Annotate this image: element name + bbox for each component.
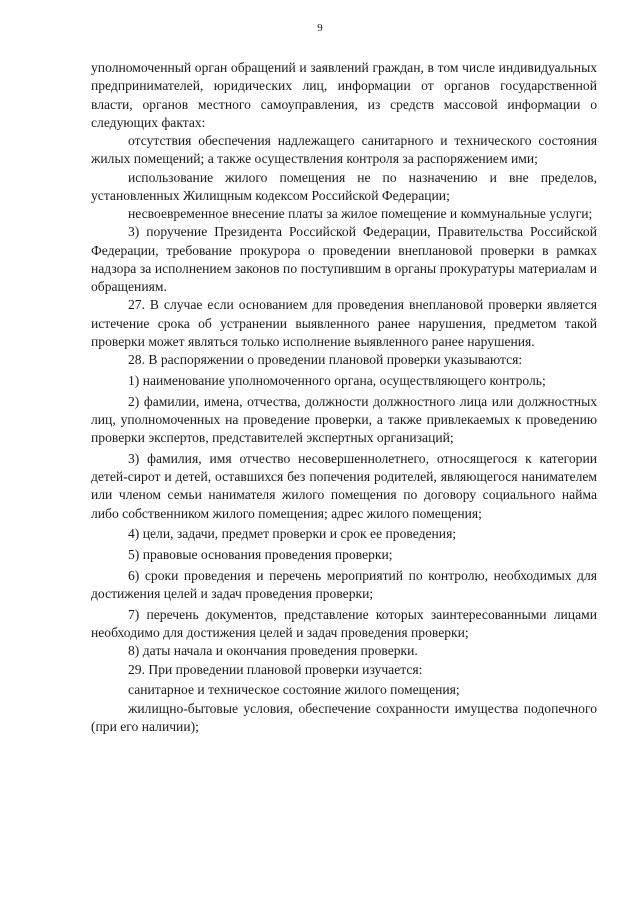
paragraph: 3) поручение Президента Российской Федерации, Правительства Российской Федерации, требование прокурора о проведении внеплановой проверки в рамках надзора за исполнением законов по поступившим в органы прокуратуры материалам и обращениям.	[91, 224, 597, 294]
list-item: 7) перечень документов, представление которых заинтересованными лицами необходимо для достижения целей и задач проведения проверки;	[91, 606, 597, 640]
list-item: жилищно-бытовые условия, обеспечение сохранности имущества подопечного (при его наличии);	[91, 700, 597, 734]
paragraph: 28. В распоряжении о проведении плановой проверки указываются:	[128, 352, 523, 367]
paragraph: уполномоченный орган обращений и заявлений граждан, в том числе индивидуальных предпринимателей, юридических лиц, информации от органов государственной власти, органов местного самоуправления, из средств массовой информации о следующих фактах:	[91, 60, 597, 130]
list-item: 4) цели, задачи, предмет проверки и срок ее проведения;	[128, 526, 457, 542]
paragraph: 27. В случае если основанием для проведения внеплановой проверки является истечение срока об устранении выявленного ранее нарушения, предметом такой проверки может являться только исполнение выявленного ранее нарушения.	[91, 297, 597, 349]
page-number: 9	[317, 22, 323, 34]
paragraph: 29. При проведении плановой проверки изучается:	[128, 661, 423, 677]
list-item: 8) даты начала и окончания проведения проверки.	[128, 643, 418, 659]
paragraph: отсутствия обеспечения надлежащего санитарного и технического состояния жилых помещений; а также осуществления контроля за распоряжением ими;	[91, 133, 597, 167]
paragraph: несвоевременное внесение платы за жилое помещение и коммунальные услуги;	[128, 206, 593, 221]
list-item: 3) фамилия, имя отчество несовершеннолетнего, относящегося к категории детей-сирот и детей, оставшихся без попечения родителей, являющегося нанимателем или членом семьи нанимателя жилого помещения по договору социального найма либо собственником жилого помещения; адрес жилого помещения;	[91, 450, 597, 521]
paragraph: использование жилого помещения не по назначению и вне пределов, установленных Жилищным кодексом Российской Федерации;	[91, 169, 597, 203]
list-item: 2) фамилии, имена, отчества, должности должностного лица или должностных лиц, уполномоченных на проведение проверки, а также привлекаемых к проведению проверки экспертов, представителей экспертных организаций;	[91, 393, 597, 445]
list-item: 5) правовые основания проведения проверки;	[128, 547, 393, 562]
list-item: санитарное и техническое состояние жилого помещения;	[128, 682, 460, 698]
list-item: 6) сроки проведения и перечень мероприятий по контролю, необходимых для достижения целей и задач проведения проверки;	[91, 567, 597, 601]
list-item: 1) наименование уполномоченного органа, осуществляющего контроль;	[128, 372, 546, 388]
document-body	[91, 59, 597, 736]
